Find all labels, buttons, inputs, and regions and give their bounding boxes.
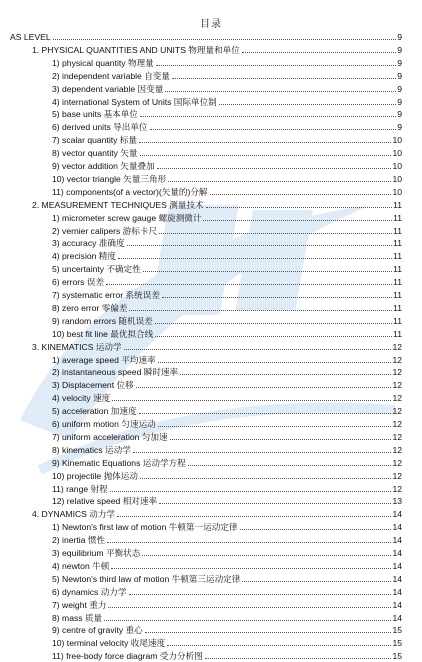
toc-dot-leader	[124, 349, 392, 350]
toc-page-number: 9	[397, 32, 402, 42]
toc-entry[interactable]	[52, 121, 402, 133]
toc-page-number: 14	[392, 522, 402, 533]
toc-entry[interactable]	[52, 418, 402, 430]
toc-entry-text: 9) random errors 随机误差	[52, 315, 153, 326]
toc-entry[interactable]	[52, 495, 402, 507]
toc-entry[interactable]	[52, 263, 402, 275]
toc-entry-text: 10) vector triangle 矢量三角形	[52, 173, 167, 184]
toc-page-number: 11	[393, 212, 402, 223]
toc-entry[interactable]	[52, 483, 402, 495]
toc-page-number: 14	[392, 548, 402, 558]
toc-entry-text: 7) weight 重力	[52, 599, 107, 610]
toc-page-number: 12	[392, 367, 402, 378]
toc-title: 目录	[200, 19, 222, 30]
toc-dot-leader	[106, 284, 392, 285]
toc-dot-leader	[140, 116, 396, 117]
toc-entry[interactable]	[52, 160, 402, 172]
toc-entry[interactable]	[52, 637, 402, 649]
toc-dot-leader	[188, 465, 392, 466]
toc-dot-leader	[172, 78, 396, 79]
toc-dot-leader	[219, 104, 396, 105]
toc-page-number: 12	[392, 444, 402, 455]
toc-entry-text: 5) uncertainty 不确定性	[52, 264, 141, 275]
toc-dot-leader	[158, 426, 392, 427]
toc-page-number: 9	[397, 70, 402, 81]
toc-entry-text: 10) projectile 抛体运动	[52, 470, 138, 481]
toc-entry[interactable]	[52, 547, 402, 559]
toc-entry[interactable]	[52, 379, 402, 391]
toc-entry-text: 6) errors 误差	[52, 277, 105, 288]
toc-page-number: 12	[392, 431, 402, 442]
toc-page-number: 11	[393, 328, 402, 339]
toc-entry-text: 7) uniform acceleration 匀加速	[52, 431, 168, 442]
toc-entry-text: 2) inertia 惯性	[52, 535, 106, 546]
toc-entry-text: 6) derived units 导出单位	[52, 122, 148, 133]
toc-dot-leader	[156, 65, 396, 66]
toc-entry-text: 3. KINEMATICS 运动学	[32, 341, 122, 352]
toc-page-number: 12	[392, 419, 402, 429]
toc-entry[interactable]	[32, 199, 402, 211]
toc-dot-leader	[129, 310, 392, 311]
toc-entry-text: 9) Kinematic Equations 运动学方程	[52, 457, 186, 468]
toc-page-number: 9	[397, 44, 402, 55]
toc-entry-text: 3) equilibrium 平衡状态	[52, 548, 141, 558]
toc-page-number: 13	[392, 496, 402, 507]
toc-dot-leader	[165, 91, 396, 92]
toc-entry[interactable]	[52, 289, 402, 301]
toc-dot-leader	[159, 233, 392, 234]
toc-page-number: 11	[393, 251, 402, 262]
toc-page-number: 11	[393, 225, 402, 236]
toc-entry-text: AS LEVEL	[10, 32, 51, 42]
toc-entry-text: 1. PHYSICAL QUANTITIES AND UNITS 物理量和单位	[32, 44, 240, 55]
toc-dot-leader	[155, 323, 392, 324]
toc-page-number: 14	[392, 612, 402, 623]
toc-entry-text: 11) components(of a vector)(矢量的)分解	[52, 186, 208, 197]
toc-dot-leader	[168, 181, 391, 182]
toc-entry[interactable]	[32, 44, 402, 56]
toc-page-number: 12	[392, 470, 402, 481]
toc-entry[interactable]	[52, 173, 402, 185]
toc-entry-text: 7) systematic error 系统误差	[52, 290, 160, 300]
toc-entry[interactable]	[52, 57, 402, 69]
toc-dot-leader	[110, 491, 392, 492]
toc-page-number: 14	[392, 573, 402, 584]
toc-page-number: 15	[392, 651, 402, 662]
toc-entry[interactable]	[52, 405, 402, 417]
toc-dot-leader	[139, 413, 392, 414]
toc-page-number: 14	[392, 535, 402, 546]
toc-entry-text: 12) relative speed 相对速率	[52, 496, 158, 507]
toc-entry[interactable]	[52, 573, 402, 585]
toc-entry-text: 6) uniform motion 匀速运动	[52, 419, 156, 429]
toc-entry-text: 9) centre of gravity 重心	[52, 625, 143, 636]
toc-page-number: 12	[392, 354, 402, 365]
toc-page-number: 11	[393, 238, 402, 249]
toc-entry-text: 1) Newton's first law of motion 牛顿第一运动定律	[52, 522, 238, 533]
toc-dot-leader	[127, 245, 392, 246]
toc-page-number: 12	[392, 393, 402, 404]
toc-page-number: 9	[397, 122, 402, 133]
toc-page-number: 14	[392, 586, 402, 597]
toc-page-number: 14	[392, 599, 402, 610]
toc-page-number: 11	[393, 290, 402, 300]
toc-entry-text: 2) instantaneous speed 瞬时速率	[52, 367, 179, 378]
toc-entry[interactable]	[52, 612, 402, 624]
toc-page-number: 11	[393, 277, 402, 288]
toc-entry-text: 1) average speed 平均速率	[52, 354, 156, 365]
toc-page-number: 12	[392, 457, 402, 468]
toc-page-number: 11	[393, 302, 402, 313]
toc-entry[interactable]	[32, 341, 402, 353]
toc-dot-leader	[240, 529, 392, 530]
toc-dot-leader	[242, 581, 391, 582]
toc-entry[interactable]	[52, 534, 402, 546]
toc-entry-text: 11) range 射程	[52, 483, 108, 494]
toc-entry[interactable]	[52, 315, 402, 327]
toc-entry[interactable]	[52, 354, 402, 366]
toc-entry-text: 4) newton 牛顿	[52, 560, 110, 571]
toc-dot-leader	[242, 52, 396, 53]
toc-entry[interactable]	[52, 366, 402, 378]
toc-entry-text: 7) scalar quantity 标量	[52, 135, 138, 146]
toc-page-number: 10	[392, 173, 402, 184]
toc-dot-leader	[142, 555, 391, 556]
toc-dot-leader	[136, 387, 392, 388]
toc-dot-leader	[140, 478, 391, 479]
toc-entry[interactable]	[52, 70, 402, 82]
toc-entry[interactable]	[52, 444, 402, 456]
toc-dot-leader	[167, 645, 391, 646]
toc-dot-leader	[162, 297, 392, 298]
toc-dot-leader	[180, 374, 391, 375]
toc-page-number: 10	[392, 148, 402, 159]
toc-dot-leader	[203, 220, 392, 221]
toc-entry-text: 1) physical quantity 物理量	[52, 57, 154, 68]
toc-entry[interactable]	[52, 599, 402, 611]
toc-page-number: 9	[397, 109, 402, 120]
toc-dot-leader	[170, 439, 392, 440]
toc-entry[interactable]	[32, 508, 402, 520]
toc-entry[interactable]	[52, 328, 402, 340]
toc-dot-leader	[107, 542, 391, 543]
toc-page-number: 9	[397, 57, 402, 68]
toc-entry-text: 4) international System of Units 国际单位制	[52, 96, 217, 107]
toc-page-number: 11	[393, 264, 402, 275]
toc-entry[interactable]	[52, 302, 402, 314]
toc-page-number: 12	[392, 380, 402, 391]
toc-entry-text: 1) micrometer screw gauge 螺旋测微计	[52, 212, 202, 223]
toc-page-number: 12	[392, 406, 402, 417]
toc-dot-leader	[206, 207, 392, 208]
toc-entry-text: 8) kinematics 运动学	[52, 444, 131, 455]
toc-entry[interactable]	[52, 83, 402, 95]
toc-entry[interactable]	[52, 457, 402, 469]
toc-entry[interactable]	[52, 624, 402, 636]
toc-entry[interactable]	[52, 186, 402, 198]
toc-dot-leader	[129, 594, 392, 595]
toc-dot-leader	[117, 516, 391, 517]
toc-dot-leader	[143, 271, 392, 272]
toc-entry[interactable]	[52, 96, 402, 108]
toc-entry[interactable]	[52, 147, 402, 159]
toc-page-number: 11	[393, 199, 402, 210]
toc-entry-text: 8) vector quantity 矢量	[52, 148, 138, 159]
toc-dot-leader	[157, 168, 392, 169]
toc-dot-leader	[53, 39, 397, 40]
toc-dot-leader	[205, 658, 392, 659]
toc-dot-leader	[159, 503, 391, 504]
toc-entry-text: 6) dynamics 动力学	[52, 586, 127, 597]
toc-entry-text: 3) accuracy 准确度	[52, 238, 125, 249]
toc-page-number: 9	[397, 96, 402, 107]
toc-entry-text: 5) Newton's third law of motion 牛顿第三运动定律	[52, 573, 241, 584]
toc-dot-leader	[145, 632, 392, 633]
toc-page-number: 11	[393, 315, 402, 326]
toc-entry-text: 2) vernier calipers 游标卡尺	[52, 225, 158, 236]
toc-entry[interactable]	[52, 237, 402, 249]
toc-page-number: 12	[392, 341, 402, 352]
toc-entry-text: 11) free-body force diagram 受力分析图	[52, 651, 203, 662]
toc-entry[interactable]	[52, 586, 402, 598]
toc-entry[interactable]	[52, 650, 402, 662]
toc-page-number: 15	[392, 638, 402, 649]
toc-entry[interactable]	[52, 392, 402, 404]
toc-page-number: 12	[392, 483, 402, 494]
toc-dot-leader	[210, 194, 392, 195]
toc-page-number: 14	[392, 560, 402, 571]
toc-entry-text: 5) base units 基本单位	[52, 109, 138, 120]
toc-dot-leader	[112, 400, 391, 401]
toc-entry-text: 9) vector addition 矢量叠加	[52, 161, 155, 171]
toc-entry-text: 10) terminal velocity 收尾速度	[52, 638, 166, 649]
toc-entry-text: 4. DYNAMICS 动力学	[32, 509, 116, 520]
toc-dot-leader	[111, 568, 391, 569]
toc-entry-text: 10) best fit line 最优拟合线	[52, 328, 154, 339]
toc-dot-leader	[133, 452, 392, 453]
toc-entry-text: 8) zero error 零偏差	[52, 302, 128, 313]
toc-entry[interactable]	[10, 31, 402, 43]
toc-entry-text: 2) independent variable 自变量	[52, 70, 170, 81]
toc-entry[interactable]	[52, 431, 402, 443]
toc-dot-leader	[139, 142, 391, 143]
toc-page-number: 14	[392, 509, 402, 520]
toc-entry[interactable]	[52, 134, 402, 146]
toc-entry[interactable]	[52, 470, 402, 482]
toc-dot-leader	[118, 258, 392, 259]
toc-entry-text: 5) acceleration 加速度	[52, 406, 137, 417]
toc-dot-leader	[158, 362, 392, 363]
toc-page-number: 9	[397, 83, 402, 94]
toc-dot-leader	[108, 607, 391, 608]
toc-dot-leader	[155, 336, 392, 337]
toc-dot-leader	[104, 620, 391, 621]
toc-entry[interactable]	[52, 560, 402, 572]
toc-entry-text: 4) precision 精度	[52, 251, 116, 262]
toc-entry[interactable]	[52, 225, 402, 237]
toc-dot-leader	[150, 129, 397, 130]
toc-entry[interactable]	[52, 521, 402, 533]
toc-page-number: 10	[392, 135, 402, 146]
toc-page-number: 15	[392, 625, 402, 636]
toc-entry-text: 4) velocity 速度	[52, 393, 111, 404]
toc-entry-text: 3) dependent variable 因变量	[52, 83, 164, 94]
toc-entry[interactable]	[52, 276, 402, 288]
toc-entry[interactable]	[52, 212, 402, 224]
toc-page-number: 10	[392, 161, 402, 171]
toc-dot-leader	[140, 155, 392, 156]
toc-entry-text: 8) mass 质量	[52, 612, 103, 623]
toc-page-number: 10	[392, 186, 402, 197]
toc-entry-text: 2. MEASUREMENT TECHNIQUES 测量技术	[32, 199, 204, 210]
toc-entry[interactable]	[52, 250, 402, 262]
toc-entry-text: 3) Displacement 位移	[52, 380, 134, 391]
toc-entry[interactable]	[52, 108, 402, 120]
